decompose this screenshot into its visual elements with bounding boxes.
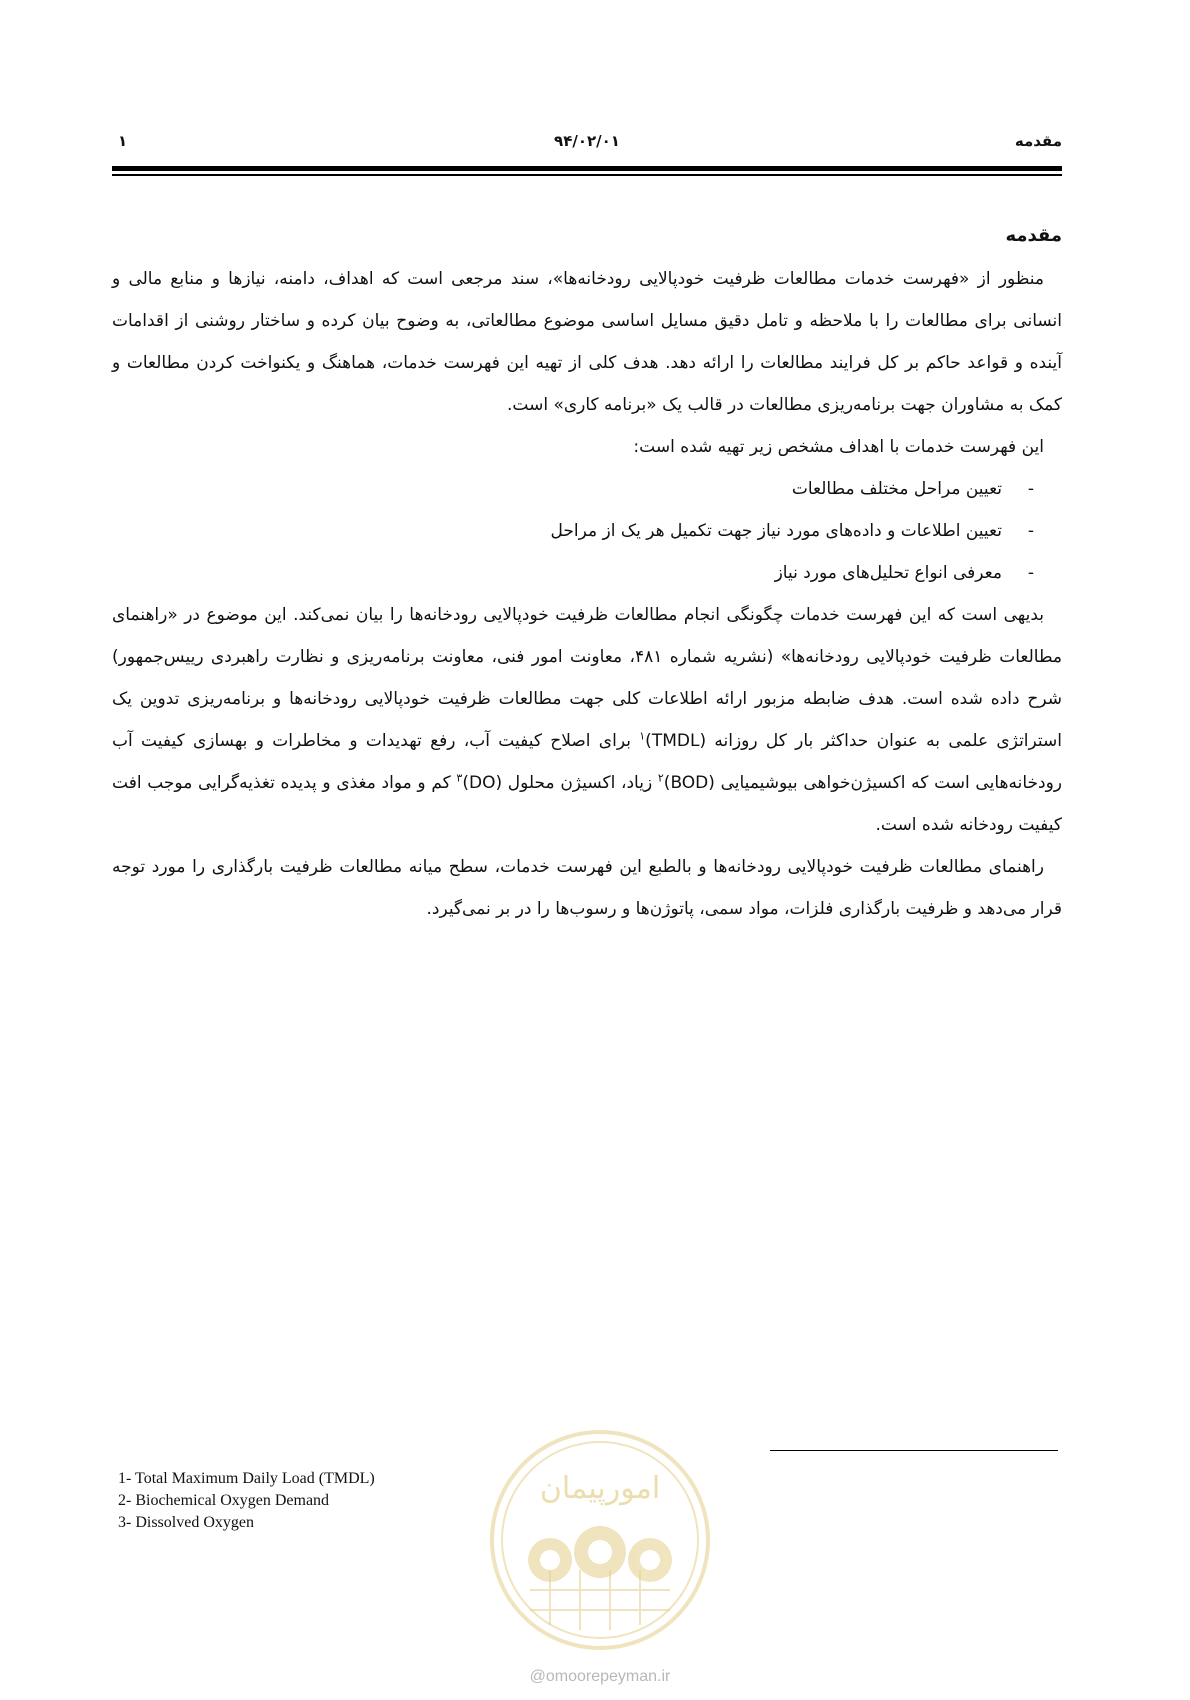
watermark-logo-text: امورپیمان [539,1471,661,1506]
list-item-text: تعیین مراحل مختلف مطالعات [791,479,1002,499]
page-number: ۱ [118,132,128,150]
list-dash: - [1027,479,1034,499]
paragraph-intro: منظور از «فهرست خدمات مطالعات ظرفیت خودپالایی رودخانه‌ها»، سند مرجعی است که اهداف، دامنه، نیازها و منابع مالی و انسانی برای مطالعات را با ملاحظه و تامل دقیق مسایل اساسی موضوع مطالعاتی، به وضوح بیان کرده و ساختار روشنی از اقدامات آینده و قواعد حاکم بر کل فرایند مطالعات را ارائه دهد. هدف کلی از تهیه این فهرست خدمات، هماهنگ و یکنواخت کردن مطالعات و کمک به مشاوران جهت برنامه‌ریزی مطالعات در قالب یک «برنامه کاری» است. [112,269,1062,415]
watermark-url: @omoorepeyman.ir [529,1668,671,1685]
watermark-logo [480,1420,720,1700]
footnote-1: 1- Total Maximum Daily Load (TMDL) [118,1470,375,1487]
footnote-separator [770,1450,1058,1451]
header-title: مقدمه [1014,132,1062,150]
guide-text-a: بدیهی است که این فهرست خدمات چگونگی انجام مطالعات ظرفیت خودپالایی رودخانه‌ها را بیان نمی‌کند. این موضوع در «راهنمای مطالعات ظرفیت خودپالایی رودخانه‌ها» (نشریه شماره ۴۸۱، معاونت امور فنی، معاونت برنامه‌ریزی و نظارت راهبردی رییس‌جمهور) شرح داده شده است. هدف ضابطه مزبور ارائه اطلاعات کلی جهت مطالعات ظرفیت خودپالایی رودخانه‌ها و برنامه‌ریزی تدوین یک استراتژی علمی به عنوان حداکثر بار کل روزانه (TMDL) [112,605,1063,751]
list-item [112,510,1062,552]
guide-text-c: زیاد، اکسیژن محلول (DO) [462,773,658,793]
paragraph-objectives: این فهرست خدمات با اهداف مشخص زیر تهیه شده است: [633,437,1044,457]
document-body [112,218,1062,930]
guide-text-d: کم و مواد مغذی و پدیده تغذیه‌گرایی موجب افت کیفیت رودخانه شده است. [112,773,1062,835]
list-item-text: تعیین اطلاعات و داده‌های مورد نیاز جهت تکمیل هر یک از مراحل [550,521,1002,541]
paragraph-guide [112,594,1062,846]
header-rule-thick [112,166,1062,171]
list-item [112,468,1062,510]
footnote-ref-3: ۳ [456,771,463,785]
section-title: مقدمه [1005,225,1062,246]
paragraph-scope: راهنمای مطالعات ظرفیت خودپالایی رودخانه‌ها و بالطبع این فهرست خدمات، سطح میانه مطالعات ظرفیت بارگذاری را مورد توجه قرار می‌دهد و ظرفیت بارگذاری فلزات، مواد سمی، پاتوژن‌ها و رسوب‌ها را در بر نمی‌گیرد. [112,857,1062,919]
list-item [112,552,1062,594]
header-date: ۹۴/۰۲/۰۱ [554,132,620,150]
page-header [112,128,1062,152]
list-dash: - [1027,563,1034,583]
footnote-2: 2- Biochemical Oxygen Demand [118,1492,330,1509]
footnote-3: 3- Dissolved Oxygen [118,1514,254,1531]
guide-text-b: برای اصلاح کیفیت آب، رفع تهدیدات و مخاطرات و بهسازی کیفیت آب رودخانه‌هایی است که اکسیژن‌خواهی بیوشیمیایی (BOD) [112,731,1062,793]
header-rule-thin [112,174,1062,176]
footnote-ref-1: ۱ [639,729,646,743]
list-item-text: معرفی انواع تحلیل‌های مورد نیاز [774,563,1002,583]
footnotes [118,1468,375,1534]
watermark-seal-icon [480,1420,720,1660]
objectives-list [112,468,1062,594]
list-dash: - [1027,521,1034,541]
footnote-ref-2: ۲ [657,771,664,785]
